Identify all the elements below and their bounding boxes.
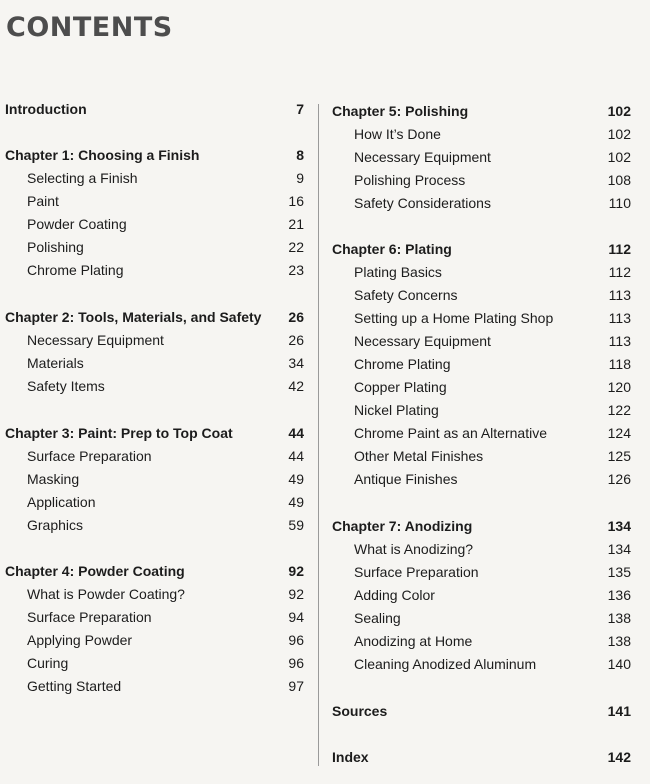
toc-entry-page-number: 97 bbox=[288, 678, 304, 694]
toc-entry-title: Chapter 4: Powder Coating bbox=[5, 563, 185, 579]
toc-entry-title: Materials bbox=[27, 355, 84, 371]
toc-section-entry bbox=[332, 170, 631, 190]
toc-entry-title: Setting up a Home Plating Shop bbox=[354, 310, 554, 326]
toc-entry-title: Polishing Process bbox=[354, 172, 466, 188]
toc-entry-page-number: 134 bbox=[607, 518, 631, 534]
toc-entry-title: Nickel Plating bbox=[354, 402, 439, 418]
toc-chapter-entry bbox=[332, 747, 631, 767]
toc-section-entry bbox=[332, 193, 631, 213]
toc-entry-title: Other Metal Finishes bbox=[354, 448, 484, 464]
toc-entry-page-number: 102 bbox=[607, 103, 631, 119]
toc-entry-title: Applying Powder bbox=[27, 632, 133, 648]
toc-entry-page-number: 120 bbox=[607, 379, 631, 395]
toc-entry-page-number: 113 bbox=[608, 310, 631, 326]
toc-entry-page-number: 112 bbox=[608, 241, 631, 257]
toc-section-entry bbox=[332, 539, 631, 559]
toc-section-entry bbox=[5, 469, 304, 489]
toc-section-entry bbox=[5, 676, 304, 696]
toc-chapter-entry bbox=[5, 99, 304, 119]
toc-entry-title: Selecting a Finish bbox=[27, 170, 138, 186]
toc-entry-page-number: 96 bbox=[288, 632, 304, 648]
toc-entry-title: Surface Preparation bbox=[27, 448, 152, 464]
toc-entry-page-number: 49 bbox=[288, 494, 304, 510]
toc-section-entry bbox=[332, 124, 631, 144]
toc-section-entry bbox=[332, 631, 631, 651]
toc-entry-title: Chapter 7: Anodizing bbox=[332, 518, 473, 534]
toc-section-entry bbox=[5, 376, 304, 396]
toc-entry-page-number: 34 bbox=[288, 355, 304, 371]
toc-section-entry bbox=[5, 330, 304, 350]
toc-entry-page-number: 102 bbox=[607, 126, 631, 142]
toc-entry-page-number: 49 bbox=[288, 471, 304, 487]
toc-entry-page-number: 59 bbox=[288, 517, 304, 533]
toc-entry-title: Safety Considerations bbox=[354, 195, 491, 211]
toc-entry-page-number: 16 bbox=[288, 193, 304, 209]
toc-section-entry bbox=[332, 446, 631, 466]
toc-entry-page-number: 138 bbox=[607, 610, 631, 626]
toc-chapter-entry bbox=[332, 239, 631, 259]
toc-chapter-entry bbox=[332, 516, 631, 536]
toc-entry-title: Chapter 2: Tools, Materials, and Safety bbox=[5, 309, 262, 325]
toc-entry-title: Masking bbox=[27, 471, 80, 487]
toc-entry-page-number: 141 bbox=[607, 703, 631, 719]
toc-entry-title: What is Powder Coating? bbox=[27, 586, 185, 602]
toc-entry-title: Chapter 5: Polishing bbox=[332, 103, 469, 119]
toc-entry-page-number: 118 bbox=[608, 356, 631, 372]
toc-entry-page-number: 44 bbox=[288, 425, 304, 441]
toc-entry-title: Anodizing at Home bbox=[354, 633, 473, 649]
toc-entry-title: Antique Finishes bbox=[354, 471, 458, 487]
toc-section-entry bbox=[5, 237, 304, 257]
toc-entry-title: Chapter 6: Plating bbox=[332, 241, 452, 257]
toc-entry-title: Safety Items bbox=[27, 378, 105, 394]
toc-entry-title: Copper Plating bbox=[354, 379, 447, 395]
toc-entry-page-number: 26 bbox=[288, 309, 304, 325]
toc-entry-title: Sealing bbox=[354, 610, 401, 626]
toc-entry-page-number: 8 bbox=[296, 147, 304, 163]
toc-entry-title: How It’s Done bbox=[354, 126, 441, 142]
toc-entry-page-number: 140 bbox=[607, 656, 631, 672]
toc-entry-page-number: 92 bbox=[288, 586, 304, 602]
toc-section-entry bbox=[332, 562, 631, 582]
toc-section-entry bbox=[5, 584, 304, 604]
toc-entry-page-number: 42 bbox=[288, 378, 304, 394]
toc-section-entry bbox=[5, 260, 304, 280]
toc-entry-page-number: 124 bbox=[607, 425, 631, 441]
toc-section-entry bbox=[332, 147, 631, 167]
toc-entry-title: Getting Started bbox=[27, 678, 122, 694]
toc-entry-page-number: 112 bbox=[608, 264, 631, 280]
toc-entry-page-number: 22 bbox=[288, 239, 304, 255]
toc-entry-page-number: 135 bbox=[607, 564, 631, 580]
toc-entry-page-number: 94 bbox=[288, 609, 304, 625]
toc-entry-page-number: 110 bbox=[608, 195, 631, 211]
toc-entry-page-number: 125 bbox=[607, 448, 631, 464]
toc-chapter-entry bbox=[332, 701, 631, 721]
toc-entry-title: Surface Preparation bbox=[354, 564, 479, 580]
toc-entry-title: Necessary Equipment bbox=[27, 332, 164, 348]
toc-entry-title: Powder Coating bbox=[27, 216, 127, 232]
toc-section-entry bbox=[332, 469, 631, 489]
toc-entry-title: Plating Basics bbox=[354, 264, 442, 280]
toc-entry-title: Necessary Equipment bbox=[354, 149, 491, 165]
toc-entry-title: What is Anodizing? bbox=[354, 541, 474, 557]
toc-entry-title: Chapter 1: Choosing a Finish bbox=[5, 147, 200, 163]
toc-entry-page-number: 92 bbox=[288, 563, 304, 579]
toc-entry-page-number: 113 bbox=[608, 333, 631, 349]
toc-entry-title: Chrome Paint as an Alternative bbox=[354, 425, 547, 441]
toc-section-entry bbox=[332, 400, 631, 420]
toc-entry-title: Introduction bbox=[5, 101, 87, 117]
toc-entry-title: Chapter 3: Paint: Prep to Top Coat bbox=[5, 425, 233, 441]
toc-entry-page-number: 108 bbox=[607, 172, 631, 188]
toc-section-entry bbox=[332, 654, 631, 674]
toc-section-entry bbox=[5, 630, 304, 650]
page-title: CONTENTS bbox=[6, 12, 173, 43]
column-divider bbox=[318, 104, 319, 766]
toc-chapter-entry bbox=[332, 101, 631, 121]
toc-entry-page-number: 21 bbox=[288, 216, 304, 232]
toc-section-entry bbox=[5, 214, 304, 234]
toc-entry-title: Chrome Plating bbox=[354, 356, 451, 372]
toc-entry-title: Safety Concerns bbox=[354, 287, 458, 303]
toc-entry-title: Polishing bbox=[27, 239, 84, 255]
toc-section-entry bbox=[332, 585, 631, 605]
toc-entry-title: Application bbox=[27, 494, 96, 510]
toc-entry-page-number: 96 bbox=[288, 655, 304, 671]
toc-entry-title: Chrome Plating bbox=[27, 262, 124, 278]
toc-section-entry bbox=[5, 653, 304, 673]
toc-entry-title: Adding Color bbox=[354, 587, 435, 603]
toc-entry-title: Curing bbox=[27, 655, 69, 671]
toc-section-entry bbox=[5, 515, 304, 535]
toc-entry-title: Graphics bbox=[27, 517, 84, 533]
toc-entry-title: Cleaning Anodized Aluminum bbox=[354, 656, 537, 672]
toc-entry-page-number: 138 bbox=[607, 633, 631, 649]
toc-entry-page-number: 102 bbox=[607, 149, 631, 165]
toc-section-entry bbox=[5, 168, 304, 188]
toc-section-entry bbox=[332, 377, 631, 397]
toc-section-entry bbox=[5, 353, 304, 373]
toc-entry-page-number: 23 bbox=[288, 262, 304, 278]
toc-entry-page-number: 44 bbox=[288, 448, 304, 464]
toc-section-entry bbox=[332, 354, 631, 374]
toc-entry-page-number: 122 bbox=[607, 402, 631, 418]
toc-entry-page-number: 136 bbox=[607, 587, 631, 603]
toc-chapter-entry bbox=[5, 145, 304, 165]
toc-entry-page-number: 134 bbox=[607, 541, 631, 557]
toc-entry-page-number: 26 bbox=[288, 332, 304, 348]
toc-entry-page-number: 9 bbox=[296, 170, 304, 186]
toc-section-entry bbox=[332, 331, 631, 351]
toc-entry-title: Paint bbox=[27, 193, 59, 209]
toc-entry-title: Sources bbox=[332, 703, 388, 719]
toc-section-entry bbox=[5, 492, 304, 512]
toc-entry-page-number: 113 bbox=[608, 287, 631, 303]
toc-section-entry bbox=[5, 607, 304, 627]
toc-section-entry bbox=[332, 308, 631, 328]
toc-section-entry bbox=[332, 608, 631, 628]
toc-chapter-entry bbox=[5, 307, 304, 327]
toc-chapter-entry bbox=[5, 423, 304, 443]
toc-entry-title: Surface Preparation bbox=[27, 609, 152, 625]
toc-entry-page-number: 142 bbox=[607, 749, 631, 765]
toc-entry-title: Index bbox=[332, 749, 369, 765]
toc-section-entry bbox=[5, 446, 304, 466]
toc-chapter-entry bbox=[5, 561, 304, 581]
toc-section-entry bbox=[5, 191, 304, 211]
toc-section-entry bbox=[332, 262, 631, 282]
toc-entry-page-number: 7 bbox=[296, 101, 304, 117]
toc-section-entry bbox=[332, 285, 631, 305]
toc-section-entry bbox=[332, 423, 631, 443]
toc-entry-title: Necessary Equipment bbox=[354, 333, 491, 349]
toc-entry-page-number: 126 bbox=[607, 471, 631, 487]
